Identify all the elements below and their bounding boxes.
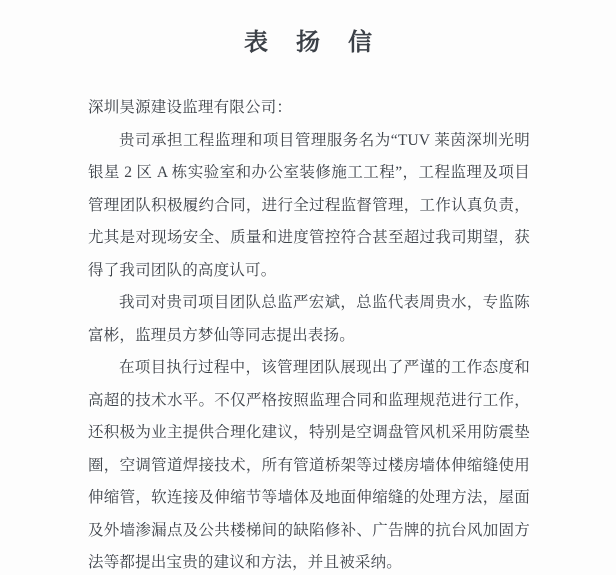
- page-title: 表 扬 信: [244, 30, 383, 56]
- body-paragraph-3: 在项目执行过程中，该管理团队展现出了严谨的工作态度和高超的技术水平。不仅严格按照监理合同和监理规范进行工作，还积极为业主提供合理化建议，特别是空调盘管风机采用防震垫圈，空调管道焊接技术，所有管道桥架等过楼房墙体伸缩缝使用伸缩管，软连接及伸缩节等墙体及地面伸缩缝的处理方法，屋面及外墙渗漏点及公共楼梯间的缺陷修补、广告牌的抗台风加固方法等都提出宝贵的建议和方法，并且被采纳。: [88, 359, 530, 571]
- document-body: [0, 58, 616, 580]
- body-paragraph-2: 我司对贵司项目团队总监严宏斌，总监代表周贵水，专监陈富彬，监理员方梦仙等同志提出表扬。: [88, 294, 530, 344]
- body-paragraph-1: 贵司承担工程监理和项目管理服务名为“TUV 莱茵深圳光明银星 2 区 A 栋实验室和办公室装修施工工程”，工程监理及项目管理团队积极履约合同，进行全过程监督管理，工作认真负责，尤其是对现场安全、质量和进度管控符合甚至超过我司期望，获得了我司团队的高度认可。: [88, 131, 530, 279]
- salutation-line: 深圳昊源建设监理有限公司：: [88, 99, 293, 116]
